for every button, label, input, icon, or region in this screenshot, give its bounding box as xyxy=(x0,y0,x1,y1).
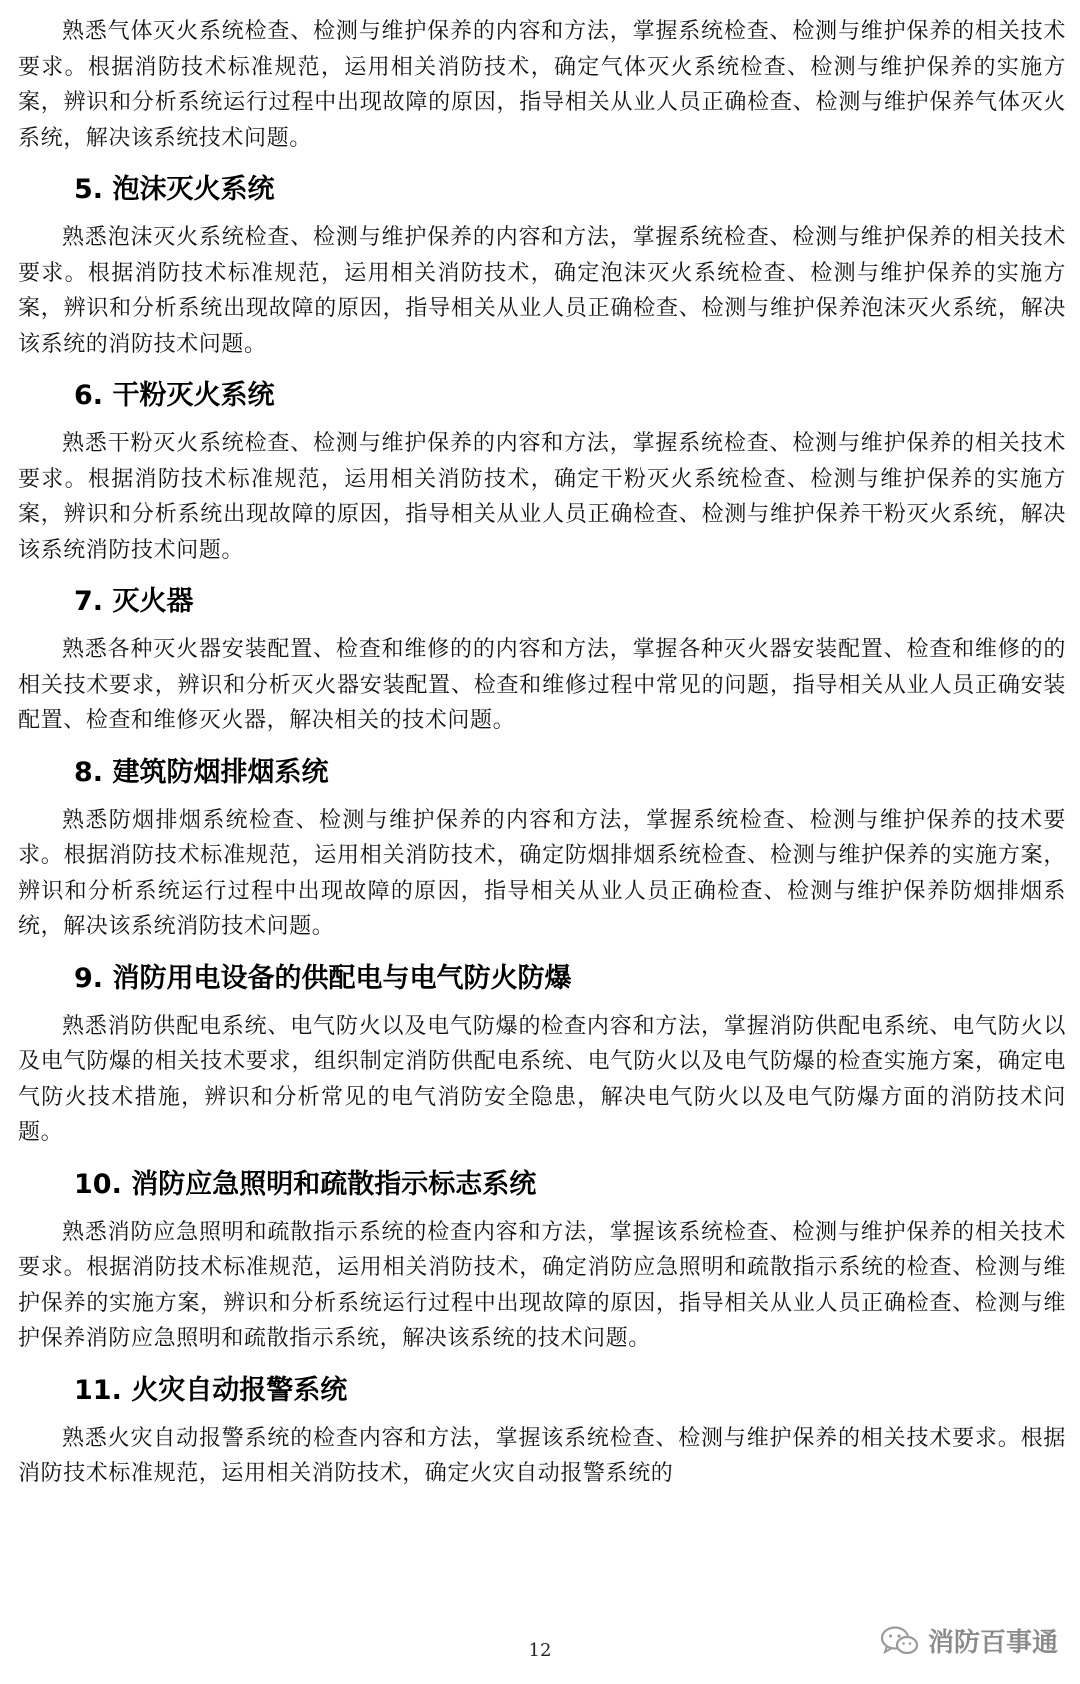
section-foam-system xyxy=(18,170,1066,362)
section-smoke-control xyxy=(18,753,1066,945)
section-paragraph: 熟悉干粉灭火系统检查、检测与维护保养的内容和方法，掌握系统检查、检测与维护保养的相关技术要求。根据消防技术标准规范，运用相关消防技术，确定干粉灭火系统检查、检测与维护保养的实施方案，辨识和分析系统出现故障的原因，指导相关从业人员正确检查、检测与维护保养干粉灭火系统，解决该系统消防技术问题。 xyxy=(18,431,1066,563)
section-heading: 6. 干粉灭火系统 xyxy=(74,380,275,411)
page-number: 12 xyxy=(528,1640,552,1661)
section-emergency-lighting xyxy=(18,1165,1066,1357)
section-fire-alarm xyxy=(18,1371,1066,1492)
watermark-text: 消防百事通 xyxy=(927,1628,1058,1658)
section-heading: 9. 消防用电设备的供配电与电气防火防爆 xyxy=(74,962,572,994)
section-extinguisher xyxy=(18,582,1066,739)
section-heading: 8. 建筑防烟排烟系统 xyxy=(74,756,329,788)
section-power-supply xyxy=(18,959,1066,1151)
section-dry-powder-system xyxy=(18,376,1066,568)
intro-paragraph: 熟悉气体灭火系统检查、检测与维护保养的内容和方法，掌握系统检查、检测与维护保养的相关技术要求。根据消防技术标准规范，运用相关消防技术，确定气体灭火系统检查、检测与维护保养的实施方案，辨识和分析系统运行过程中出现故障的原因，指导相关从业人员正确检查、检测与维护保养气体灭火系统，解决该系统技术问题。 xyxy=(18,19,1066,151)
section-paragraph: 熟悉消防应急照明和疏散指示系统的检查内容和方法，掌握该系统检查、检测与维护保养的相关技术要求。根据消防技术标准规范，运用相关消防技术，确定消防应急照明和疏散指示系统的检查、检测与维护保养的实施方案，辨识和分析系统运行过程中出现故障的原因，指导相关从业人员正确检查、检测与维护保养消防应急照明和疏散指示系统，解决该系统的技术问题。 xyxy=(18,1219,1066,1351)
section-paragraph: 熟悉各种灭火器安装配置、检查和维修的的内容和方法，掌握各种灭火器安装配置、检查和维修的的相关技术要求，辨识和分析灭火器安装配置、检查和维修过程中常见的问题，指导相关从业人员正确安装配置、检查和维修灭火器，解决相关的技术问题。 xyxy=(18,637,1066,733)
document-page xyxy=(18,0,1066,1684)
section-heading: 11. 火灾自动报警系统 xyxy=(74,1374,348,1406)
wechat-icon xyxy=(880,1625,920,1657)
section-heading: 7. 灭火器 xyxy=(74,586,194,617)
section-heading: 5. 泡沫灭火系统 xyxy=(74,174,275,205)
watermark xyxy=(880,1622,1058,1659)
section-paragraph: 熟悉防烟排烟系统检查、检测与维护保养的内容和方法，掌握系统检查、检测与维护保养的技术要求。根据消防技术标准规范，运用相关消防技术，确定防烟排烟系统检查、检测与维护保养的实施方案，辨识和分析系统运行过程中出现故障的原因，指导相关从业人员正确检查、检测与维护保养防烟排烟系统，解决该系统消防技术问题。 xyxy=(18,807,1066,939)
section-paragraph: 熟悉消防供配电系统、电气防火以及电气防爆的检查内容和方法，掌握消防供配电系统、电气防火以及电气防爆的相关技术要求，组织制定消防供配电系统、电气防火以及电气防爆的检查实施方案，确定电气防火技术措施，辨识和分析常见的电气消防安全隐患，解决电气防火以及电气防爆方面的消防技术问题。 xyxy=(18,1013,1066,1145)
section-paragraph: 熟悉泡沫灭火系统检查、检测与维护保养的内容和方法，掌握系统检查、检测与维护保养的相关技术要求。根据消防技术标准规范，运用相关消防技术，确定泡沫灭火系统检查、检测与维护保养的实施方案，辨识和分析系统出现故障的原因，指导相关从业人员正确检查、检测与维护保养泡沫灭火系统，解决该系统的消防技术问题。 xyxy=(18,225,1066,357)
section-paragraph: 熟悉火灾自动报警系统的检查内容和方法，掌握该系统检查、检测与维护保养的相关技术要求。根据消防技术标准规范，运用相关消防技术，确定火灾自动报警系统的 xyxy=(18,1425,1066,1486)
section-heading: 10. 消防应急照明和疏散指示标志系统 xyxy=(74,1168,537,1200)
